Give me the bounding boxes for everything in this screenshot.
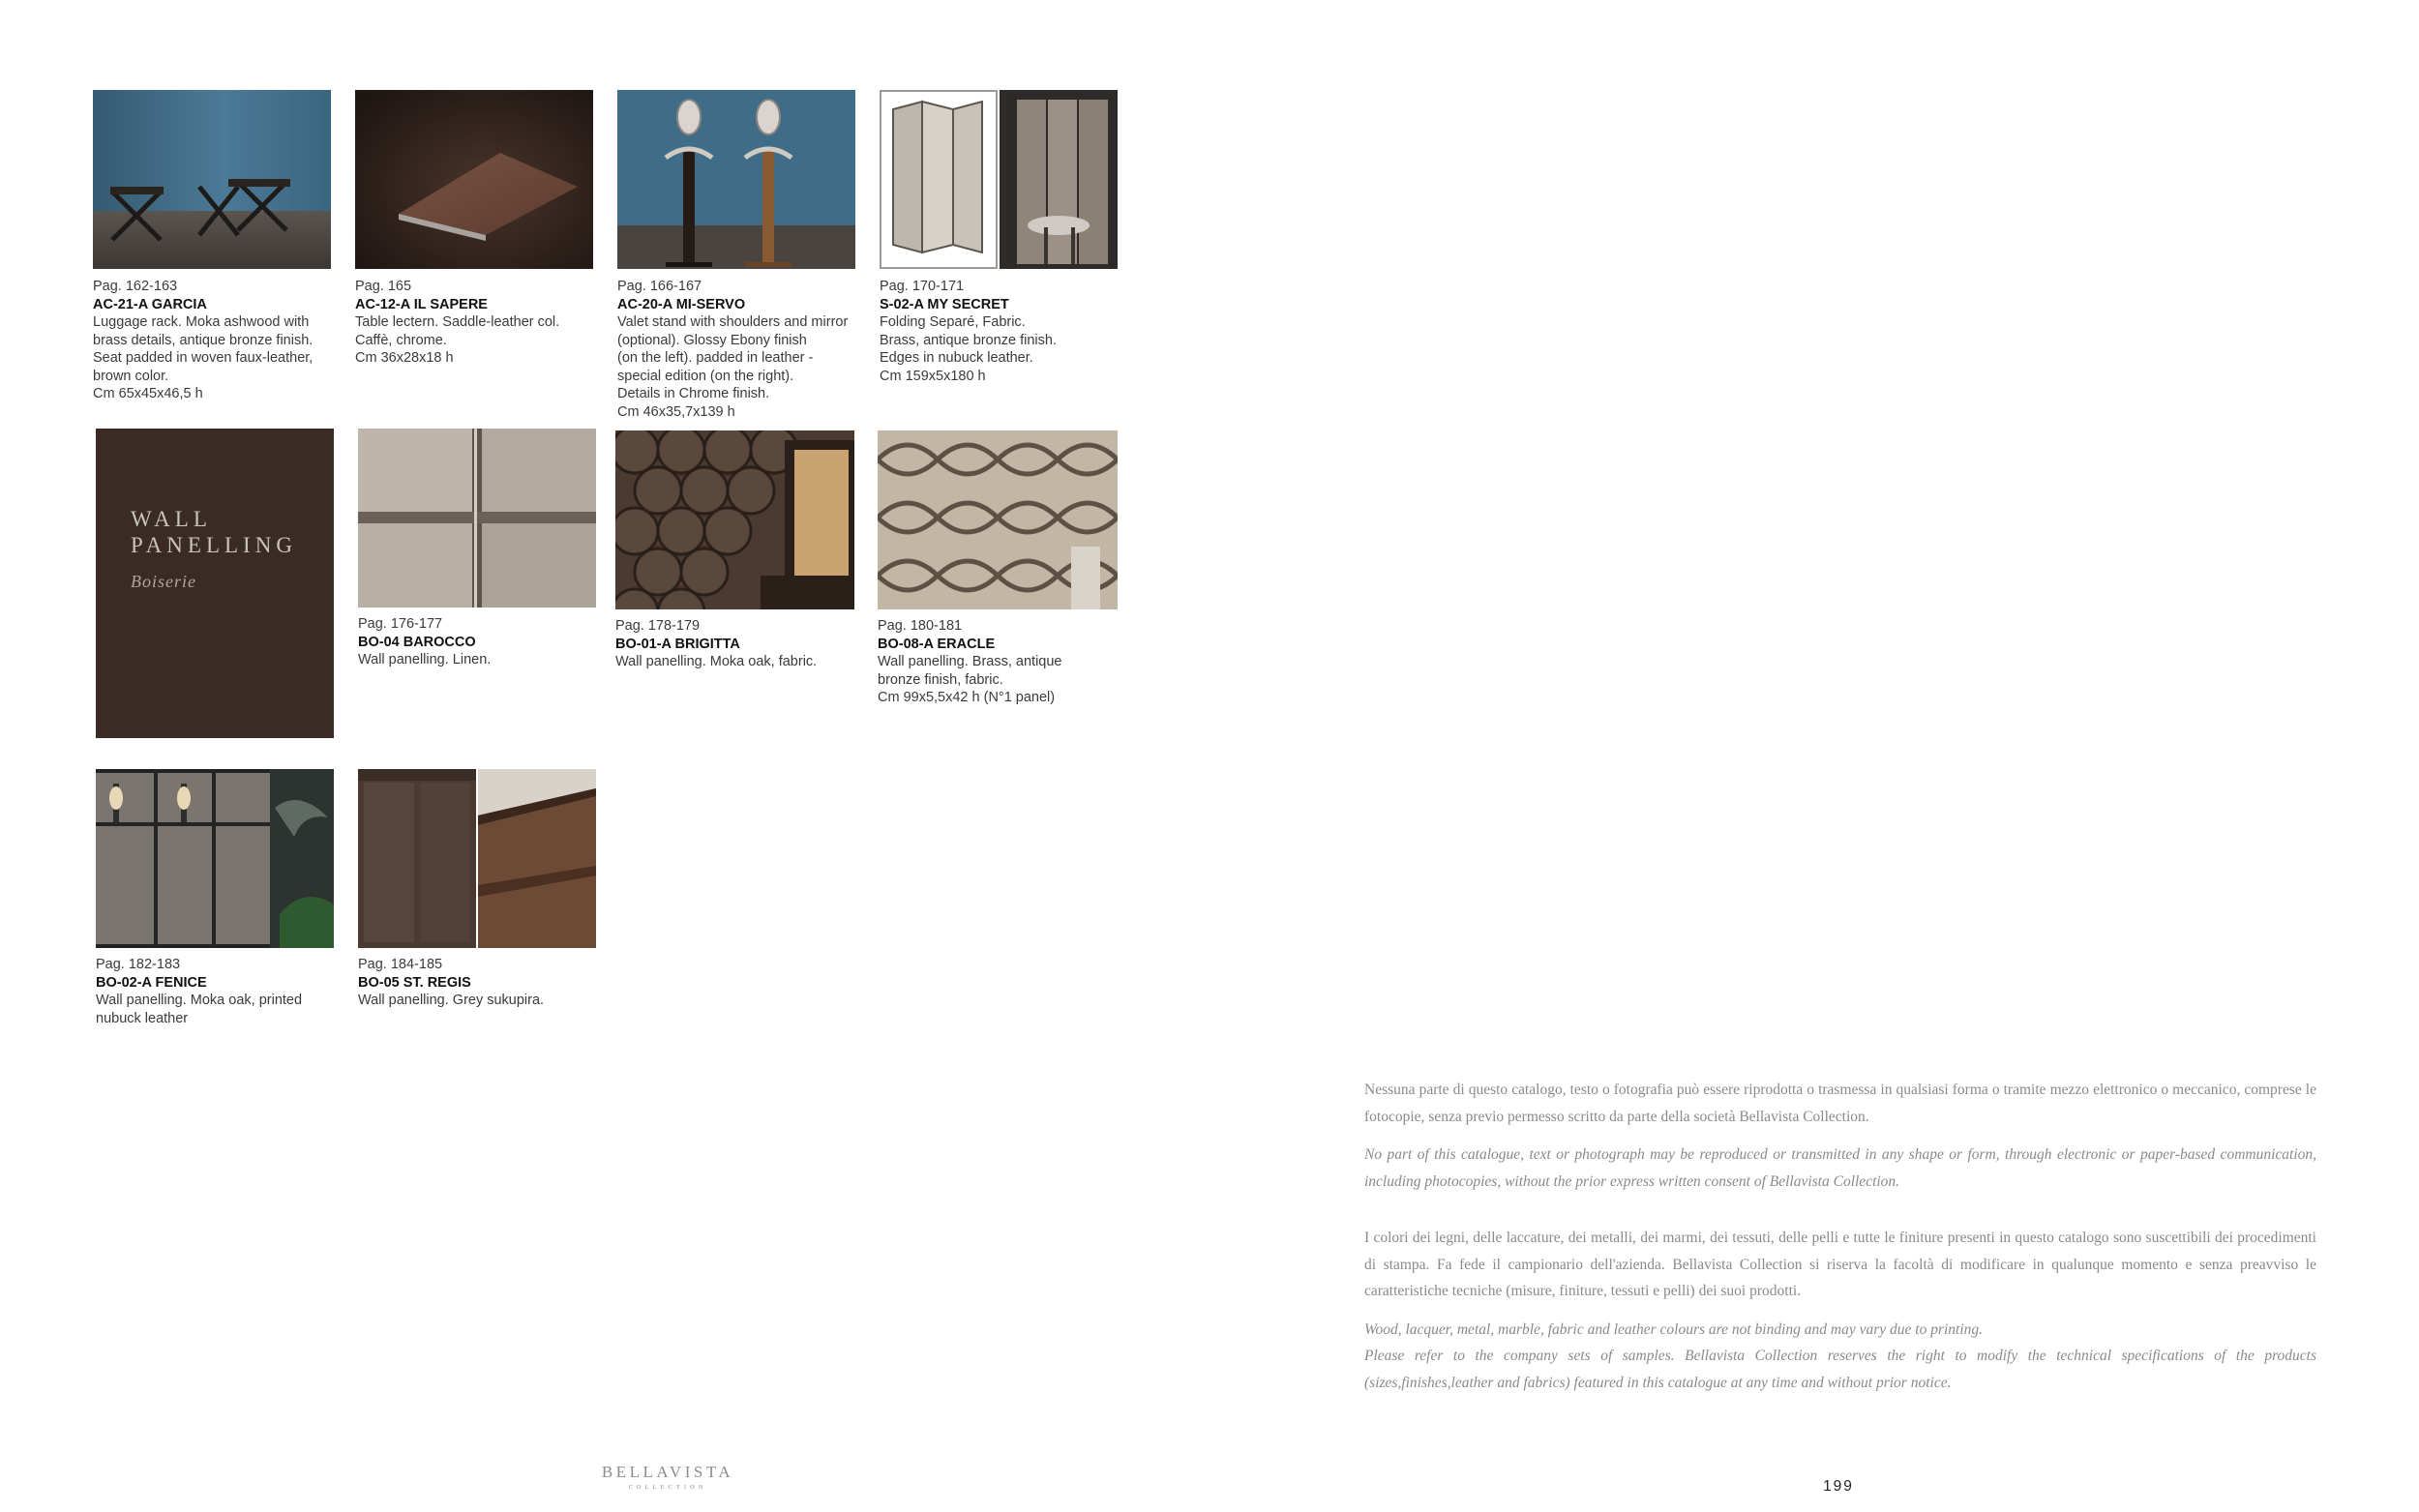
caption-brigitta — [615, 617, 877, 671]
caption-st-regis — [358, 956, 619, 1010]
page-ref: Pag. 180-181 — [878, 618, 963, 634]
page-ref: Pag. 170-171 — [880, 279, 965, 294]
product-description: Table lectern. Saddle-leather col. Caffè, chrome. Cm 36x28x18 h — [355, 314, 560, 366]
product-description: Wall panelling. Brass, antique bronze finish, fabric. Cm 99x5,5x42 h (N°1 panel) — [878, 654, 1062, 705]
section-subtitle: Boiserie — [131, 572, 196, 591]
caption-barocco — [358, 615, 619, 669]
brand-logo — [503, 1463, 832, 1491]
caption-mi-servo — [617, 278, 879, 421]
page-ref: Pag. 178-179 — [615, 618, 701, 634]
product-image-mi-servo[interactable] — [617, 90, 855, 269]
product-description: Wall panelling. Moka oak, fabric. — [615, 654, 818, 669]
product-description: Wall panelling. Moka oak, printed nubuck leather — [96, 993, 303, 1026]
product-image-brigitta[interactable] — [615, 430, 854, 609]
section-cover-wall-panelling[interactable] — [96, 429, 334, 738]
product-code[interactable]: BO-08-A ERACLE — [878, 636, 996, 652]
page-ref: Pag. 162-163 — [93, 279, 178, 294]
legal-it-copyright: Nessuna parte di questo catalogo, testo o fotografia può essere riprodotta o trasmessa in qualsiasi forma o tramite mezzo elettronico o meccanico, comprese le fotocopie, senza previo permesso scritto da parte della società Bellavista Collection. — [1364, 1082, 2316, 1125]
product-description: Valet stand with shoulders and mirror (optional). Glossy Ebony finish (on the left). padded in leather - special edition (on the right). Details in Chrome finish. Cm 46x35,7x139 h — [617, 314, 849, 420]
brand-sub: COLLECTION — [628, 1484, 707, 1491]
product-code[interactable]: AC-20-A MI-SERVO — [617, 296, 746, 312]
product-code[interactable]: BO-04 BAROCCO — [358, 634, 476, 650]
product-code[interactable]: BO-01-A BRIGITTA — [615, 636, 740, 652]
product-code[interactable]: BO-05 ST. REGIS — [358, 974, 471, 991]
product-code[interactable]: AC-21-A GARCIA — [93, 296, 207, 312]
product-image-my-secret[interactable] — [880, 90, 1118, 269]
page-number: 199 — [1823, 1478, 1854, 1495]
section-title: WALL PANELLING — [131, 507, 297, 557]
product-image-barocco[interactable] — [358, 429, 596, 608]
product-image-fenice[interactable] — [96, 769, 334, 948]
product-image-st-regis[interactable] — [358, 769, 596, 948]
caption-garcia — [93, 278, 354, 403]
legal-en-colours: Wood, lacquer, metal, marble, fabric and leather colours are not binding and may vary due to printing. Please refer to the company sets of samples. Bellavista Collection reserves the right to modify the technical specifications of the products (sizes,finishes,leather and fabrics) featured in this catalogue at any time and without prior notice. — [1364, 1320, 2316, 1391]
caption-my-secret — [880, 278, 1141, 385]
caption-eracle — [878, 617, 1139, 707]
product-image-eracle[interactable] — [878, 430, 1118, 609]
caption-il-sapere — [355, 278, 616, 368]
page-ref: Pag. 165 — [355, 279, 412, 294]
product-description: Luggage rack. Moka ashwood with brass details, antique bronze finish. Seat padded in woven faux-leather, brown color. Cm 65x45x46,5 h — [93, 314, 314, 401]
page-ref: Pag. 166-167 — [617, 279, 702, 294]
product-code[interactable]: BO-02-A FENICE — [96, 974, 207, 991]
page-ref: Pag. 184-185 — [358, 957, 443, 972]
product-description: Folding Separé, Fabric. Brass, antique bronze finish. Edges in nubuck leather. Cm 159x5x180 h — [880, 314, 1057, 384]
legal-notice-colours — [1364, 1225, 2316, 1396]
page-ref: Pag. 182-183 — [96, 957, 181, 972]
legal-notice-copyright — [1364, 1077, 2316, 1195]
product-description: Wall panelling. Linen. — [358, 652, 492, 667]
product-code[interactable]: S-02-A MY SECRET — [880, 296, 1009, 312]
page-ref: Pag. 176-177 — [358, 616, 443, 632]
legal-it-colours: I colori dei legni, delle laccature, dei metalli, dei marmi, dei tessuti, delle pelli e tutte le finiture presenti in questo catalogo sono suscettibili dei procedimenti di stampa. Fa fede il campionario dell'azienda. Bellavista Collection si riserva la facoltà di modificare in qualunque momento e senza preavviso le caratteristiche tecniche (misure, finiture, tessuti e pelli) dei suoi prodotti. — [1364, 1230, 2316, 1299]
product-description: Wall panelling. Grey sukupira. — [358, 993, 545, 1008]
legal-en-copyright: No part of this catalogue, text or photograph may be reproduced or transmitted in any shape or form, through electronic or paper-based communication, including photocopies, without the prior express written consent of Bellavista Collection. — [1364, 1146, 2316, 1190]
caption-fenice — [96, 956, 357, 1027]
brand-name: BELLAVISTA — [601, 1463, 734, 1481]
product-code[interactable]: AC-12-A IL SAPERE — [355, 296, 488, 312]
product-image-garcia[interactable] — [93, 90, 331, 269]
product-image-il-sapere[interactable] — [355, 90, 593, 269]
